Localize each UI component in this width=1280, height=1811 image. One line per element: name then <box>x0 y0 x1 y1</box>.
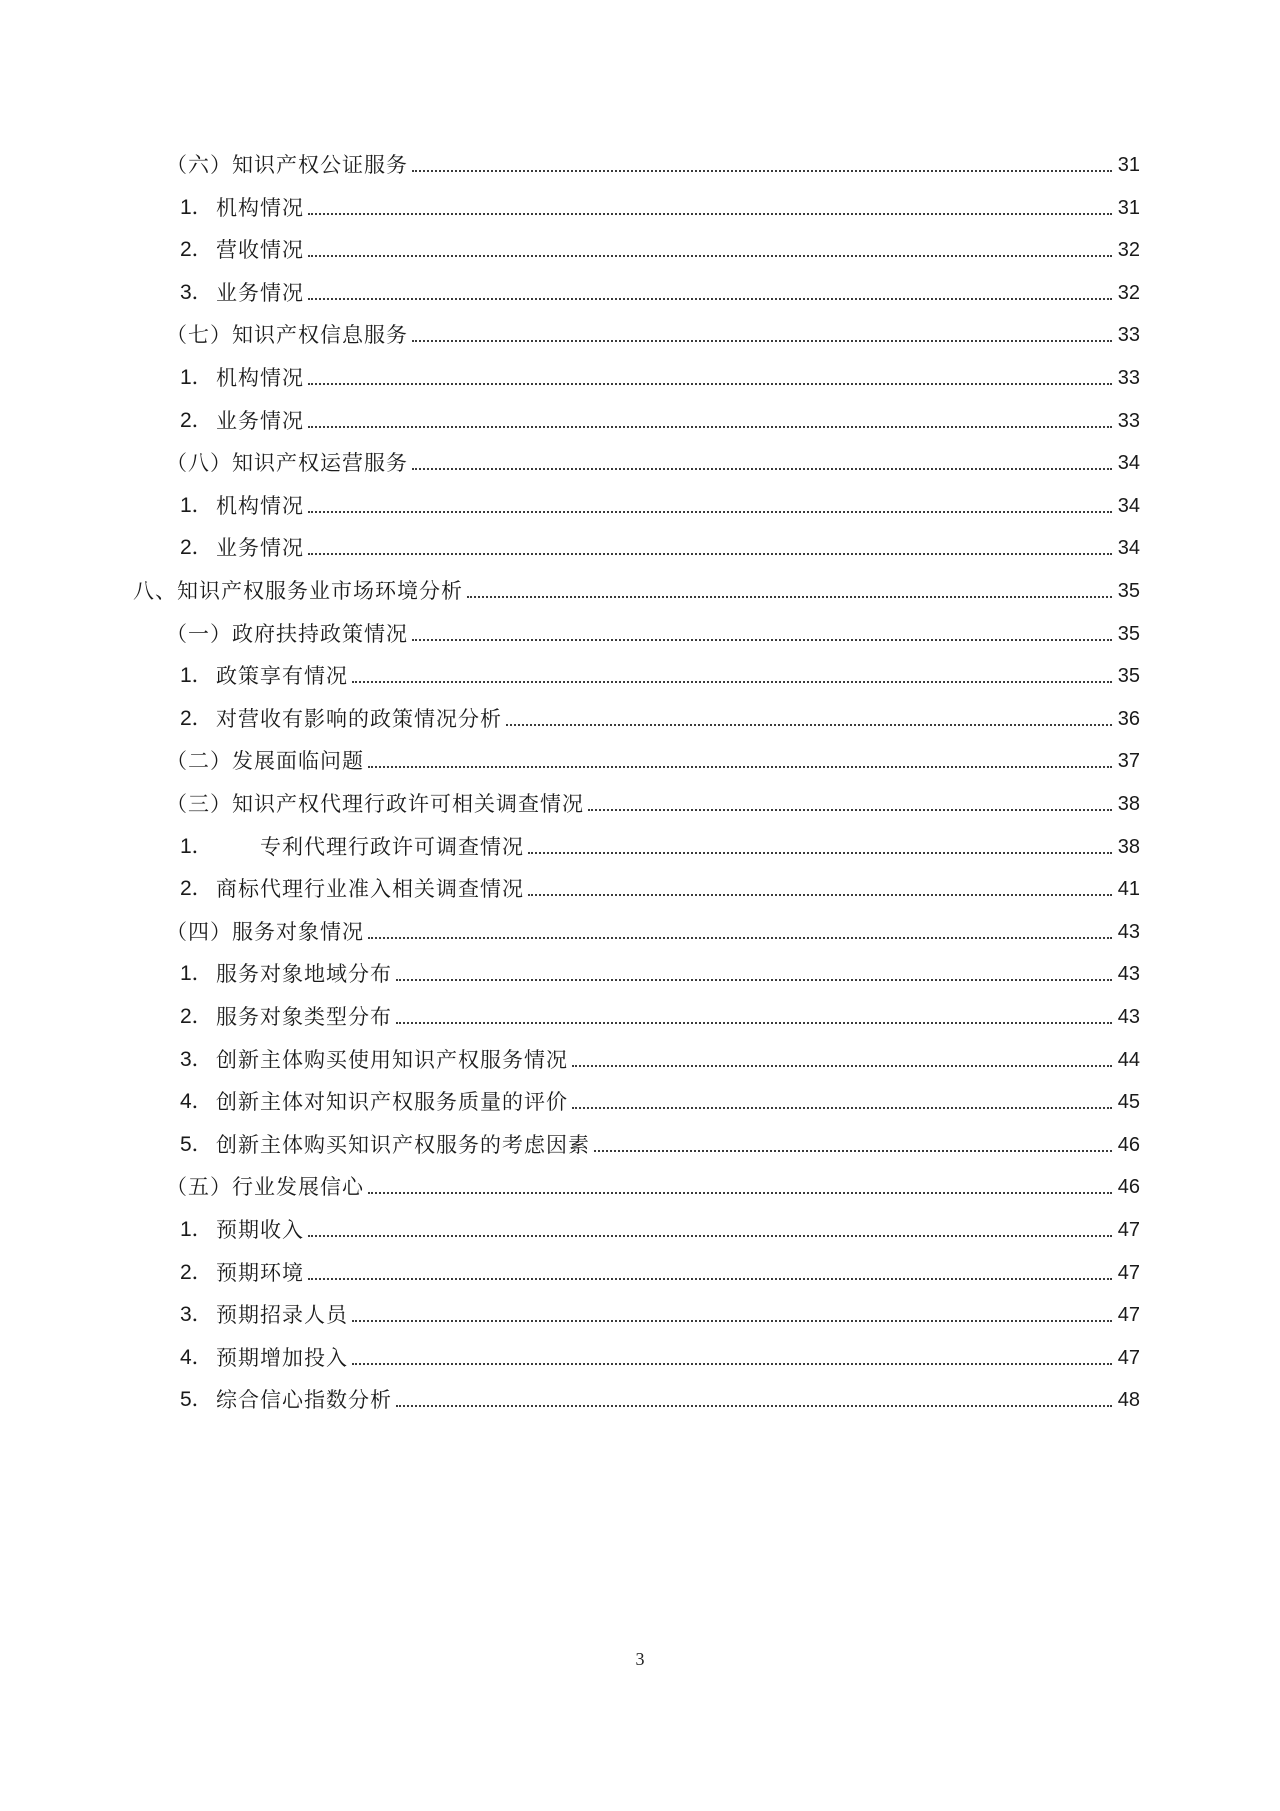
toc-dot-leader <box>308 426 1112 428</box>
toc-entry-page-number: 47 <box>1117 1346 1140 1369</box>
toc-entry-number: 2． <box>180 408 213 432</box>
toc-entry[interactable] <box>180 363 1140 393</box>
toc-entry-title: 服务对象类型分布 <box>216 1005 392 1029</box>
toc-dot-leader <box>368 1192 1112 1194</box>
toc-entry[interactable] <box>166 320 1140 350</box>
toc-entry-number: 2． <box>180 238 213 262</box>
toc-entry[interactable] <box>180 1215 1140 1245</box>
toc-entry-page-number: 36 <box>1117 707 1140 730</box>
toc-entry-page-number: 38 <box>1117 793 1140 815</box>
toc-entry-number: 1． <box>180 1218 213 1241</box>
toc-entry-page-number: 35 <box>1117 622 1140 645</box>
toc-entry[interactable] <box>180 1343 1140 1373</box>
toc-dot-leader <box>412 170 1112 172</box>
toc-entry-title: 机构情况 <box>216 366 304 390</box>
toc-dot-leader <box>528 894 1112 896</box>
toc-entry-title: 服务对象地域分布 <box>216 962 392 987</box>
toc-entry-number: 3． <box>180 1303 213 1327</box>
toc-entry-number: 1． <box>180 834 213 858</box>
toc-entry[interactable] <box>180 278 1140 308</box>
toc-entry-title: （一）政府扶持政策情况 <box>166 621 408 646</box>
toc-entry-title: 商标代理行业准入相关调查情况 <box>216 877 524 902</box>
toc-entry[interactable] <box>180 193 1140 223</box>
toc-entry-page-number: 33 <box>1117 409 1140 432</box>
toc-entry[interactable] <box>180 704 1140 734</box>
toc-entry-title: 政策享有情况 <box>216 664 348 689</box>
toc-dot-leader <box>467 596 1112 598</box>
toc-entry-title: 业务情况 <box>216 536 304 561</box>
toc-entry-title: 营收情况 <box>216 238 304 263</box>
toc-entry-title: 预期招录人员 <box>216 1303 348 1328</box>
toc-entry-number: 5． <box>180 1388 213 1412</box>
toc-entry-title: 预期收入 <box>216 1218 304 1242</box>
toc-entry-page-number: 38 <box>1117 835 1140 858</box>
toc-dot-leader <box>506 724 1112 726</box>
toc-entry[interactable] <box>180 661 1140 691</box>
toc-entry[interactable] <box>180 1300 1140 1330</box>
toc-dot-leader <box>308 553 1112 555</box>
toc-entry-number: 1． <box>180 493 213 517</box>
toc-dot-leader <box>308 1278 1112 1280</box>
toc-entry-number: 3． <box>180 1047 213 1071</box>
toc-entry-number: 1． <box>180 366 213 389</box>
toc-entry-page-number: 37 <box>1117 750 1140 773</box>
toc-entry-page-number: 34 <box>1117 452 1140 475</box>
toc-entry-number: 4． <box>180 1345 213 1369</box>
toc-entry-page-number: 34 <box>1117 537 1140 560</box>
toc-entry[interactable] <box>166 746 1140 776</box>
toc-dot-leader <box>572 1065 1112 1067</box>
toc-entry-title: 创新主体购买使用知识产权服务情况 <box>216 1047 568 1072</box>
toc-entry-page-number: 47 <box>1117 1261 1140 1284</box>
toc-entry-page-number: 48 <box>1117 1389 1140 1412</box>
toc-entry-title: 机构情况 <box>216 195 304 220</box>
toc-entry-page-number: 45 <box>1117 1091 1140 1114</box>
toc-entry-title: （八）知识产权运营服务 <box>166 451 408 476</box>
toc-entry-number: 2． <box>180 536 213 560</box>
toc-dot-leader <box>368 937 1112 939</box>
toc-entry-number: 4． <box>180 1090 213 1114</box>
toc-entry[interactable] <box>180 874 1140 904</box>
toc-entry-page-number: 47 <box>1117 1219 1140 1241</box>
toc-dot-leader <box>528 852 1112 854</box>
toc-entry[interactable] <box>166 917 1140 947</box>
toc-entry[interactable] <box>180 235 1140 265</box>
toc-dot-leader <box>352 681 1112 683</box>
toc-entry[interactable] <box>180 959 1140 989</box>
page-number: 3 <box>635 1649 645 1669</box>
toc-entry-title: 业务情况 <box>216 408 304 433</box>
toc-dot-leader <box>368 766 1112 768</box>
toc-dot-leader <box>308 383 1112 385</box>
toc-entry[interactable] <box>180 533 1140 563</box>
toc-entry-title: 创新主体购买知识产权服务的考虑因素 <box>216 1132 590 1157</box>
toc-entry[interactable] <box>180 1045 1140 1075</box>
toc-entry-page-number: 41 <box>1117 878 1140 901</box>
toc-entry-number: 1． <box>180 195 213 219</box>
toc-entry-page-number: 35 <box>1117 580 1140 602</box>
toc-entry-title: 机构情况 <box>216 493 304 518</box>
toc-dot-leader <box>572 1107 1112 1109</box>
toc-entry-title: 预期增加投入 <box>216 1345 348 1370</box>
toc-dot-leader <box>412 639 1112 641</box>
toc-entry-page-number: 43 <box>1117 920 1140 943</box>
toc-entry-page-number: 32 <box>1117 281 1140 304</box>
toc-dot-leader <box>396 1022 1112 1024</box>
toc-entry-title: 专利代理行政许可调查情况 <box>260 834 524 859</box>
toc-entry[interactable] <box>180 1258 1140 1288</box>
toc-dot-leader <box>308 255 1112 257</box>
toc-entry[interactable] <box>166 789 1140 819</box>
toc-entry-number: 2． <box>180 1260 213 1284</box>
toc-entry-title: 业务情况 <box>216 280 304 305</box>
toc-dot-leader <box>308 213 1112 215</box>
toc-entry-title: （四）服务对象情况 <box>166 919 364 944</box>
toc-entry-number: 1． <box>180 664 213 688</box>
toc-dot-leader <box>396 979 1112 981</box>
toc-entry-page-number: 34 <box>1117 494 1140 517</box>
toc-entry-title: （三）知识产权代理行政许可相关调查情况 <box>166 792 584 816</box>
toc-dot-leader <box>308 298 1112 300</box>
toc-entry[interactable] <box>166 1172 1140 1202</box>
toc-entry-page-number: 31 <box>1117 154 1140 176</box>
toc-entry[interactable] <box>180 1002 1140 1032</box>
toc-entry[interactable] <box>180 1130 1140 1160</box>
toc-entry-number: 5． <box>180 1132 213 1156</box>
toc-entry-number: 2． <box>180 1005 213 1028</box>
toc-entry-page-number: 46 <box>1117 1133 1140 1156</box>
toc-entry-page-number: 47 <box>1117 1304 1140 1327</box>
toc-entry-number: 1． <box>180 962 213 986</box>
toc-entry-title: （七）知识产权信息服务 <box>166 323 408 348</box>
toc-entry-title: 创新主体对知识产权服务质量的评价 <box>216 1090 568 1115</box>
toc-entry-page-number: 31 <box>1117 196 1140 219</box>
toc-entry-title: （五）行业发展信心 <box>166 1175 364 1200</box>
toc-entry-number: 3． <box>180 280 213 304</box>
toc-entry-page-number: 33 <box>1117 367 1140 389</box>
toc-entry-page-number: 35 <box>1117 665 1140 688</box>
toc-entry-title: 综合信心指数分析 <box>216 1388 392 1413</box>
toc-entry[interactable] <box>180 491 1140 521</box>
toc-dot-leader <box>308 1235 1112 1237</box>
toc-entry-page-number: 32 <box>1117 239 1140 262</box>
toc-entry[interactable] <box>180 1087 1140 1117</box>
toc-entry-title: 对营收有影响的政策情况分析 <box>216 706 502 731</box>
toc-dot-leader <box>352 1363 1112 1365</box>
toc-entry[interactable] <box>166 150 1140 180</box>
toc-entry-title: （六）知识产权公证服务 <box>166 153 408 177</box>
toc-entry-page-number: 44 <box>1117 1048 1140 1071</box>
toc-dot-leader <box>412 340 1112 342</box>
toc-dot-leader <box>308 511 1112 513</box>
toc-dot-leader <box>594 1150 1112 1152</box>
toc-dot-leader <box>396 1405 1112 1407</box>
toc-entry[interactable] <box>180 832 1140 862</box>
toc-dot-leader <box>352 1320 1112 1322</box>
toc-entry-title: 预期环境 <box>216 1260 304 1285</box>
toc-entry-page-number: 46 <box>1117 1176 1140 1199</box>
toc-entry-page-number: 43 <box>1117 1006 1140 1028</box>
toc-dot-leader <box>588 809 1112 811</box>
toc-entry-number: 2． <box>180 877 213 901</box>
toc-entry-title: 八、知识产权服务业市场环境分析 <box>133 579 463 603</box>
toc-entry[interactable] <box>180 1385 1140 1415</box>
toc-entry[interactable] <box>133 576 1140 606</box>
toc-entry-page-number: 43 <box>1117 963 1140 986</box>
toc-entry-title: （二）发展面临问题 <box>166 749 364 774</box>
toc-entry[interactable] <box>180 406 1140 436</box>
toc-entry-page-number: 33 <box>1117 324 1140 347</box>
toc-dot-leader <box>412 468 1112 470</box>
toc-entry[interactable] <box>166 619 1140 649</box>
toc-entry[interactable] <box>166 448 1140 478</box>
toc-entry-number: 2． <box>180 706 213 730</box>
